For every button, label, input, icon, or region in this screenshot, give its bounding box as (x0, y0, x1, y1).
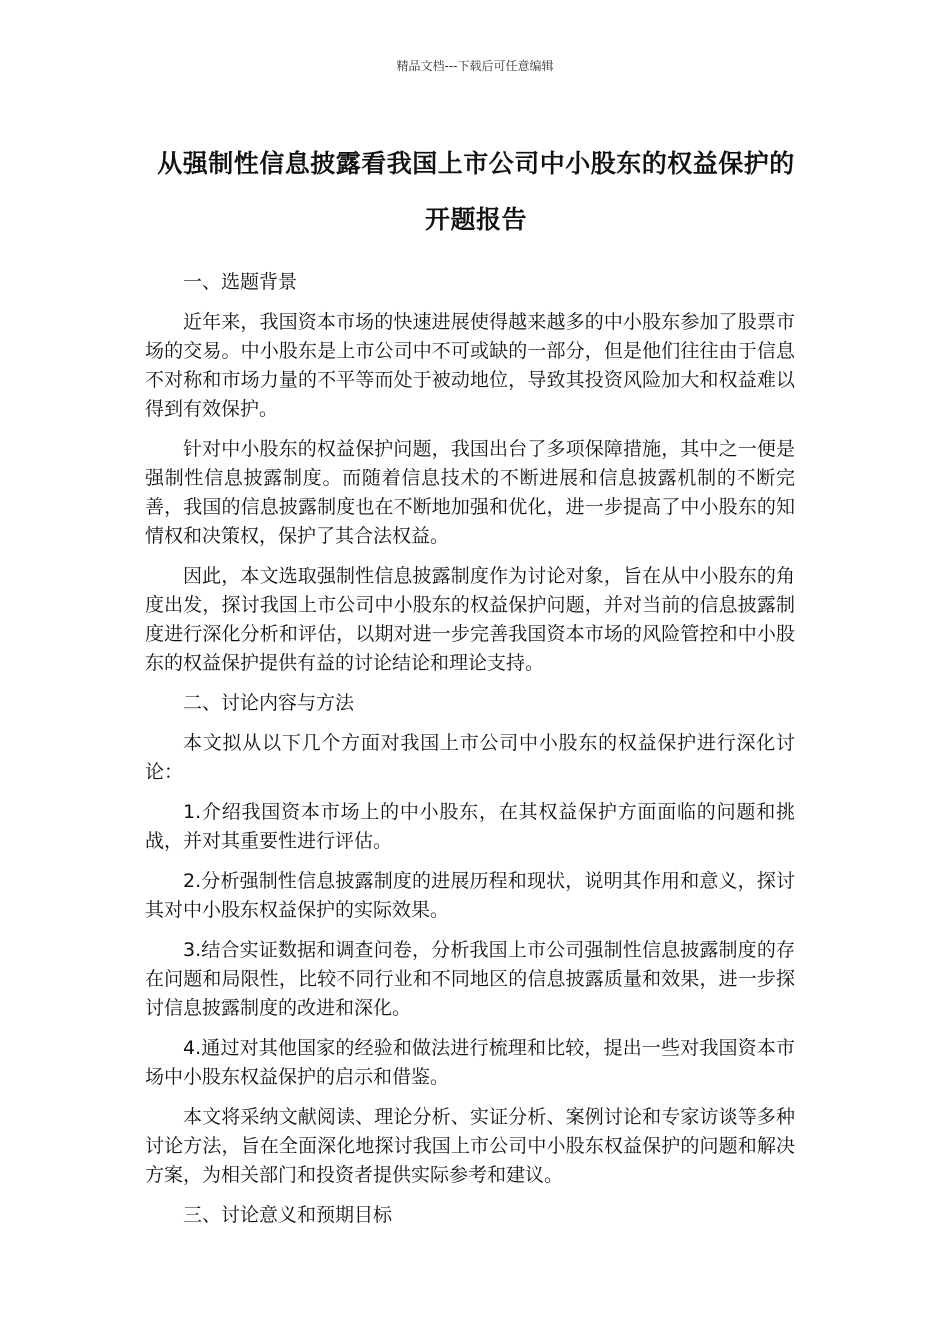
paragraph: 近年来，我国资本市场的快速进展使得越来越多的中小股东参加了股票市场的交易。中小股东是上市公司中不可或缺的一部分，但是他们往往由于信息不对称和市场力量的不平等而处于被动地位，导致其投资风险加大和权益难以得到有效保护。 (145, 311, 795, 420)
document-body (145, 268, 795, 1241)
list-item: 4.通过对其他国家的经验和做法进行梳理和比较，提出一些对我国资本市场中小股东权益保护的启示和借鉴。 (145, 1037, 795, 1088)
paragraph: 因此，本文选取强制性信息披露制度作为讨论对象，旨在从中小股东的角度出发，探讨我国上市公司中小股东的权益保护问题，并对当前的信息披露制度进行深化分析和评估，以期对进一步完善我国资本市场的风险管控和中小股东的权益保护提供有益的讨论结论和理论支持。 (145, 565, 795, 674)
section-heading: 三、讨论意义和预期目标 (183, 1204, 393, 1226)
document-title: 从强制性信息披露看我国上市公司中小股东的权益保护的开题报告 (157, 149, 795, 234)
list-item: 1.介绍我国资本市场上的中小股东，在其权益保护方面面临的问题和挑战，并对其重要性进行评估。 (145, 801, 795, 852)
header-note: 精品文档---下载后可任意编辑 (396, 59, 554, 73)
paragraph: 针对中小股东的权益保护问题，我国出台了多项保障措施，其中之一便是强制性信息披露制度。而随着信息技术的不断进展和信息披露机制的不断完善，我国的信息披露制度也在不断地加强和优化，进一步提高了中小股东的知情权和决策权，保护了其合法权益。 (145, 438, 795, 547)
section-heading: 二、讨论内容与方法 (183, 692, 355, 714)
list-item: 2.分析强制性信息披露制度的进展历程和现状，说明其作用和意义，探讨其对中小股东权益保护的实际效果。 (145, 870, 795, 921)
paragraph: 本文将采纳文献阅读、理论分析、实证分析、案例讨论和专家访谈等多种讨论方法，旨在全面深化地探讨我国上市公司中小股东权益保护的问题和解决方案，为相关部门和投资者提供实际参考和建议。 (145, 1106, 795, 1186)
paragraph: 本文拟从以下几个方面对我国上市公司中小股东的权益保护进行深化讨论： (145, 732, 795, 783)
section-heading: 一、选题背景 (183, 271, 298, 293)
list-item: 3.结合实证数据和调查问卷，分析我国上市公司强制性信息披露制度的存在问题和局限性，比较不同行业和不同地区的信息披露质量和效果，进一步探讨信息披露制度的改进和深化。 (145, 939, 795, 1019)
